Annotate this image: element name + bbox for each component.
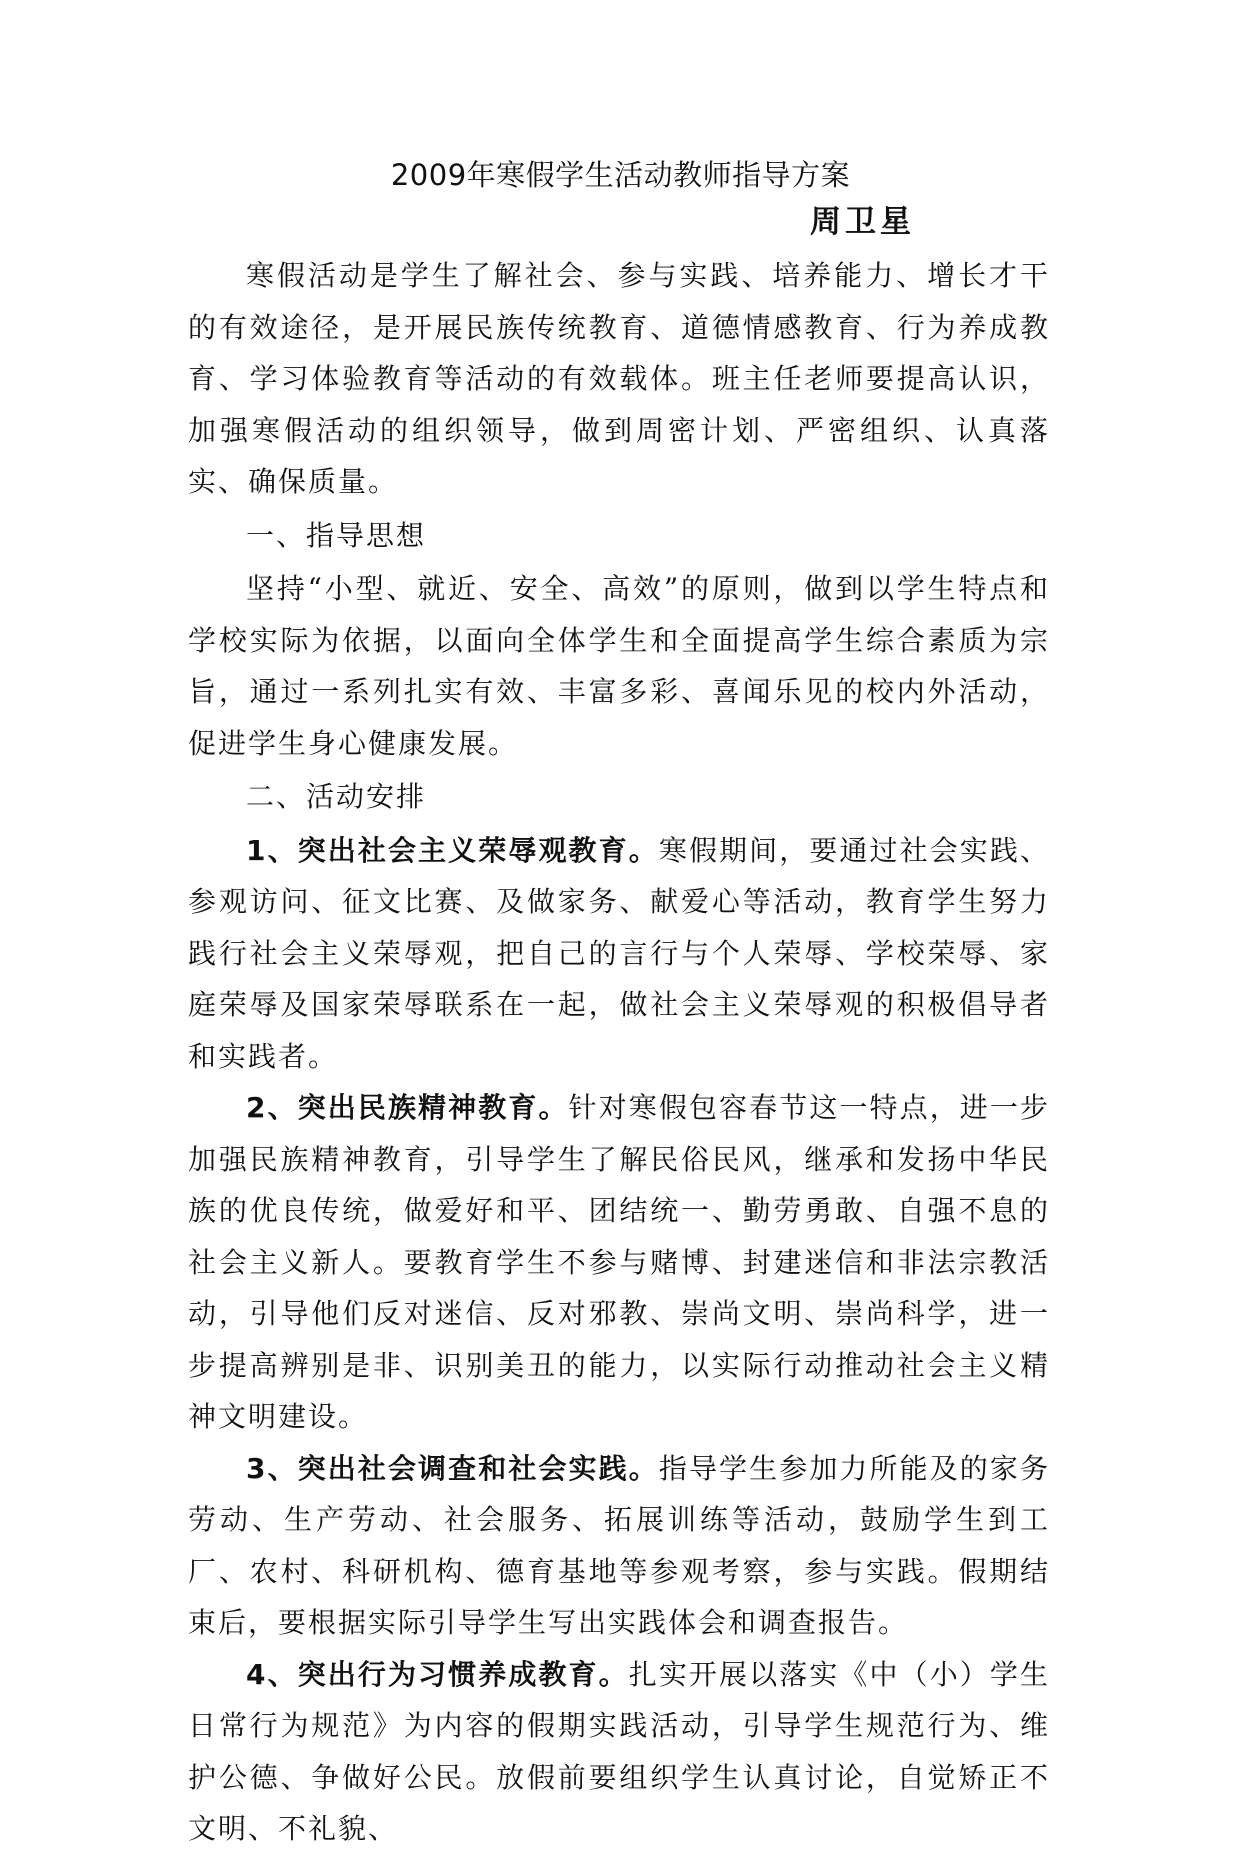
document-body — [188, 250, 1050, 1855]
activity-item-3 — [188, 1443, 1050, 1649]
activity-item-1-lead: 1、突出社会主义荣辱观教育。 — [246, 833, 659, 867]
activity-item-4-text: 扎实开展以落实《中（小）学生日常行为规范》为内容的假期实践活动，引导学生规范行为、维护公德、争做好公民。放假前要组织学生认真讨论，自觉矫正不文明、不礼貌、 — [188, 1657, 1050, 1845]
activity-item-2 — [188, 1082, 1050, 1443]
section-heading-guiding-principle: 一、指导思想 — [246, 518, 427, 552]
activity-item-3-lead: 3、突出社会调查和社会实践。 — [246, 1451, 659, 1485]
section-heading-activity-arrangement: 二、活动安排 — [246, 780, 427, 813]
guiding-principle-paragraph: 坚持“小型、就近、安全、高效”的原则，做到以学生特点和学校实际为依据，以面向全体学生和全面提高学生综合素质为宗旨，通过一系列扎实有效、丰富多彩、喜闻乐见的校内外活动，促进学生身心健康发展。 — [188, 572, 1050, 760]
activity-item-1-text: 寒假期间，要通过社会实践、参观访问、征文比赛、及做家务、献爱心等活动，教育学生努力践行社会主义荣辱观，把自己的言行与个人荣辱、学校荣辱、家庭荣辱及国家荣辱联系在一起，做社会主义荣辱观的积极倡导者和实践者。 — [188, 833, 1050, 1073]
author-name: 周卫星 — [810, 204, 915, 240]
activity-item-2-text: 针对寒假包容春节这一特点，进一步加强民族精神教育，引导学生了解民俗民风，继承和发扬中华民族的优良传统，做爱好和平、团结统一、勤劳勇敢、自强不息的社会主义新人。要教育学生不参与赌博、封建迷信和非法宗教活动，引导他们反对迷信、反对邪教、崇尚文明、崇尚科学，进一步提高辨别是非、识别美丑的能力，以实际行动推动社会主义精神文明建设。 — [188, 1091, 1050, 1433]
activity-item-4 — [188, 1649, 1050, 1855]
intro-paragraph: 寒假活动是学生了解社会、参与实践、培养能力、增长才干的有效途径，是开展民族传统教育、道德情感教育、行为养成教育、学习体验教育等活动的有效载体。班主任老师要提高认识，加强寒假活动的组织领导，做到周密计划、严密组织、认真落实、确保质量。 — [188, 259, 1050, 498]
activity-item-3-text: 指导学生参加力所能及的家务劳动、生产劳动、社会服务、拓展训练等活动，鼓励学生到工厂、农村、科研机构、德育基地等参观考察，参与实践。假期结束后，要根据实际引导学生写出实践体会和调查报告。 — [188, 1451, 1050, 1639]
document-title: 2009年寒假学生活动教师指导方案 — [390, 158, 851, 192]
activity-item-2-lead: 2、突出民族精神教育。 — [246, 1091, 569, 1124]
activity-item-4-lead: 4、突出行为习惯养成教育。 — [246, 1657, 629, 1691]
activity-item-1 — [188, 825, 1050, 1083]
